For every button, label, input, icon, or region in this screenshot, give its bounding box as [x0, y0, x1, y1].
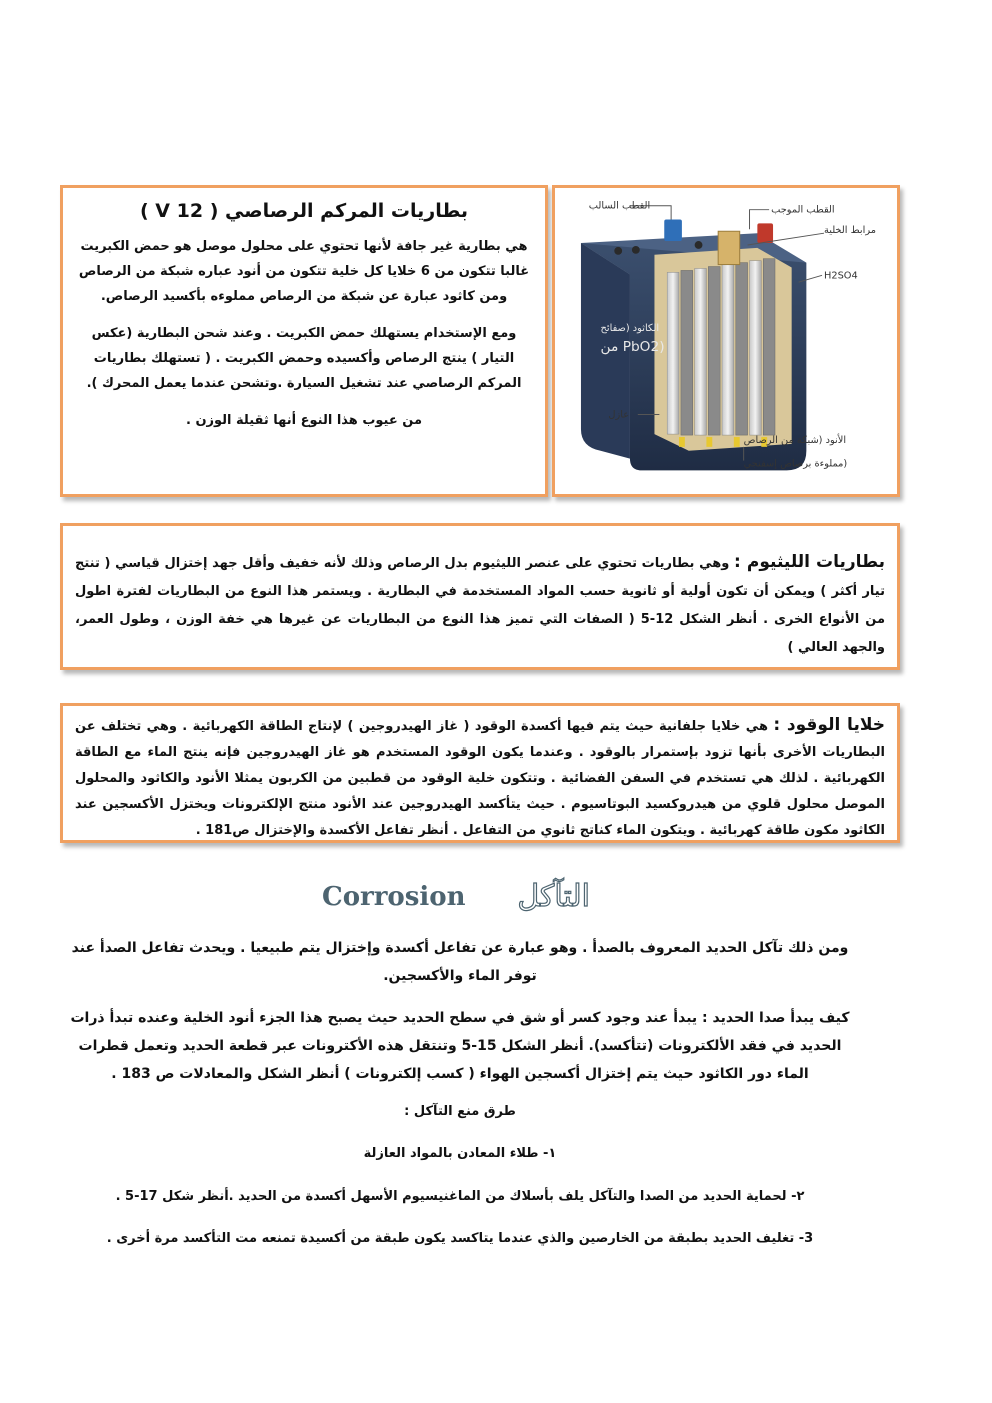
corrosion-heading-ar: التآكل	[517, 879, 590, 914]
corrosion-paragraph-1: ومن ذلك تآكل الحديد المعروف بالصدأ . وهو عبارة عن تفاعل أكسدة وإختزال يتم طبيعيا . ويحدث تفاعل الصدأ عند توفر الماء والأكسجين.	[71, 940, 849, 984]
fuel-cell-text: هي خلايا جلفانية حيث يتم فيها أكسدة الوقود ( غاز الهيدروجين ) لإنتاج الطاقة الكهربائية . وهي تختلف عن البطاريات الأخرى بأنها تزود بإستمرار بالوقود . وعندما يكون الوقود المستخدم هو غاز الهيدروجين فإنه ينتج الماء مع الطاقة الكهربائية . لذلك هي تستخدم في السفن الفضائية . وتتكون خلية الوقود من قطبين من الكربون يمثلا الأنود والكاثود والمحلول الموصل محلول قلوي من هيدروكسيد البوتاسيوم . حيث يتأكسد الهيدروجين عند الأنود منتج الإلكترونات ويختزل الأكسجين عند الكاثود مكون طاقة كهربائية . ويتكون الماء كناتج ثانوي من التفاعل . أنظر تفاعل الأكسدة والإختزال ص181 .	[75, 719, 885, 838]
lead-acid-paragraph-3: من عيوب هذا النوع أنها ثقيلة الوزن .	[185, 413, 423, 428]
prevention-title: طرق منع التآكل :	[404, 1104, 516, 1119]
lead-acid-title: بطاريات المركم الرصاصي ( 12 V )	[139, 200, 469, 222]
lithium-text: وهي بطاريات تحتوي على عنصر الليثيوم بدل الرصاص وذلك لأنه خفيف وأقل جهد إختزال قياسي ( تنتج تيار أكثر ) ويمكن أن تكون أولية أو ثانوية حسب المواد المستخدمة في البطارية . ويستمر هذا النوع من البطاريات لفترة اطول من الأنواع الخرى . أنظر الشكل 12-5 ( الصفات التي تميز هذا النوع من البطاريات عن غيرها هي خفة الوزن ، وطول العمر، والجهد العالي )	[75, 556, 885, 655]
lead-acid-box	[60, 185, 548, 497]
cell-connector-label: مرابط الخلية	[824, 225, 876, 237]
positive-terminal-label: القطب الموجب	[771, 204, 835, 216]
lead-acid-paragraph-2: ومع الإستخدام يستهلك حمض الكبريت . وعند شحن البطارية (عكس التيار ) ينتج الرصاص وأكسيده وحمض الكبريت . ( تستهلك بطاريات المركم الرصاصي عند تشغيل السيارة .وتشحن عندما يعمل المحرك ).	[86, 326, 522, 391]
corrosion-heading	[318, 872, 598, 922]
lithium-box	[60, 523, 900, 670]
corrosion-paragraph-2: كيف يبدأ صدا الحديد : يبدأ عند وجود كسر أو شق في سطح الحديد حيث يصبح هذا الجزء أنود الخلية وعنده تبدأ ذرات الحديد في فقد الألكترونات (تتأكسد). أنظر الشكل 15-5 وتنتقل هذه الأكترونات عبر قطعة الحديد وتعمل قطرات الماء دور الكاثود حيث يتم إختزال أكسجين الهواء ( كسب إلكترونات ) أنظر الشكل والمعادلات ص 183 .	[70, 1010, 850, 1082]
fuel-cell-paragraph	[75, 712, 885, 844]
cathode-label-1: الكاثود (صفائح	[600, 323, 660, 335]
prevention-method-2: ٢- لحماية الحديد من الصدا والتآكل يلف بأسلاك من الماغنيسيوم الأسهل أكسدة من الحديد .أنظر شكل 17-5 .	[115, 1189, 805, 1204]
anode-label-1: الأنود (شبكة من الرصاص	[743, 434, 847, 446]
anode-label-2: مملوءة برصاص إسفنجي)	[743, 458, 848, 470]
corrosion-heading-en: Corrosion	[322, 882, 466, 912]
cathode-label-2: من PbO2)	[600, 338, 665, 355]
battery-diagram	[561, 194, 891, 488]
fuel-cell-box	[60, 703, 900, 843]
negative-terminal-label: القطب السالب	[588, 200, 651, 212]
lithium-term: بطاريات الليثيوم :	[734, 552, 886, 572]
electrolyte-label: H2SO4	[824, 270, 858, 282]
fuel-cell-term: خلايا الوقود :	[773, 715, 885, 735]
cell-connector	[718, 231, 740, 264]
negative-terminal	[664, 219, 682, 241]
lead-acid-paragraph-1: هي بطارية غير جافة لأنها تحتوي على محلول موصل هو حمض الكبريت غالبا تتكون من 6 خلايا كل خلية تتكون من أنود عباره شبكة من الرصاص ومن كاثود عبارة عن شبكة من الرصاص مملوءه بأكسيد الرصاص.	[78, 239, 530, 304]
battery-diagram-box	[552, 185, 900, 497]
prevention-method-1: ١- طلاء المعادن بالمواد العازلة	[363, 1146, 557, 1161]
positive-terminal	[757, 223, 773, 243]
lithium-paragraph	[75, 548, 885, 662]
prevention-method-3: 3- تغليف الحديد بطبقة من الخارصين والذي عندما يتاكسد يكون طبقة من أكسيدة تمنعه مت التأكسد مرة أخرى .	[106, 1231, 814, 1246]
insulator-label: عازل	[608, 409, 630, 421]
